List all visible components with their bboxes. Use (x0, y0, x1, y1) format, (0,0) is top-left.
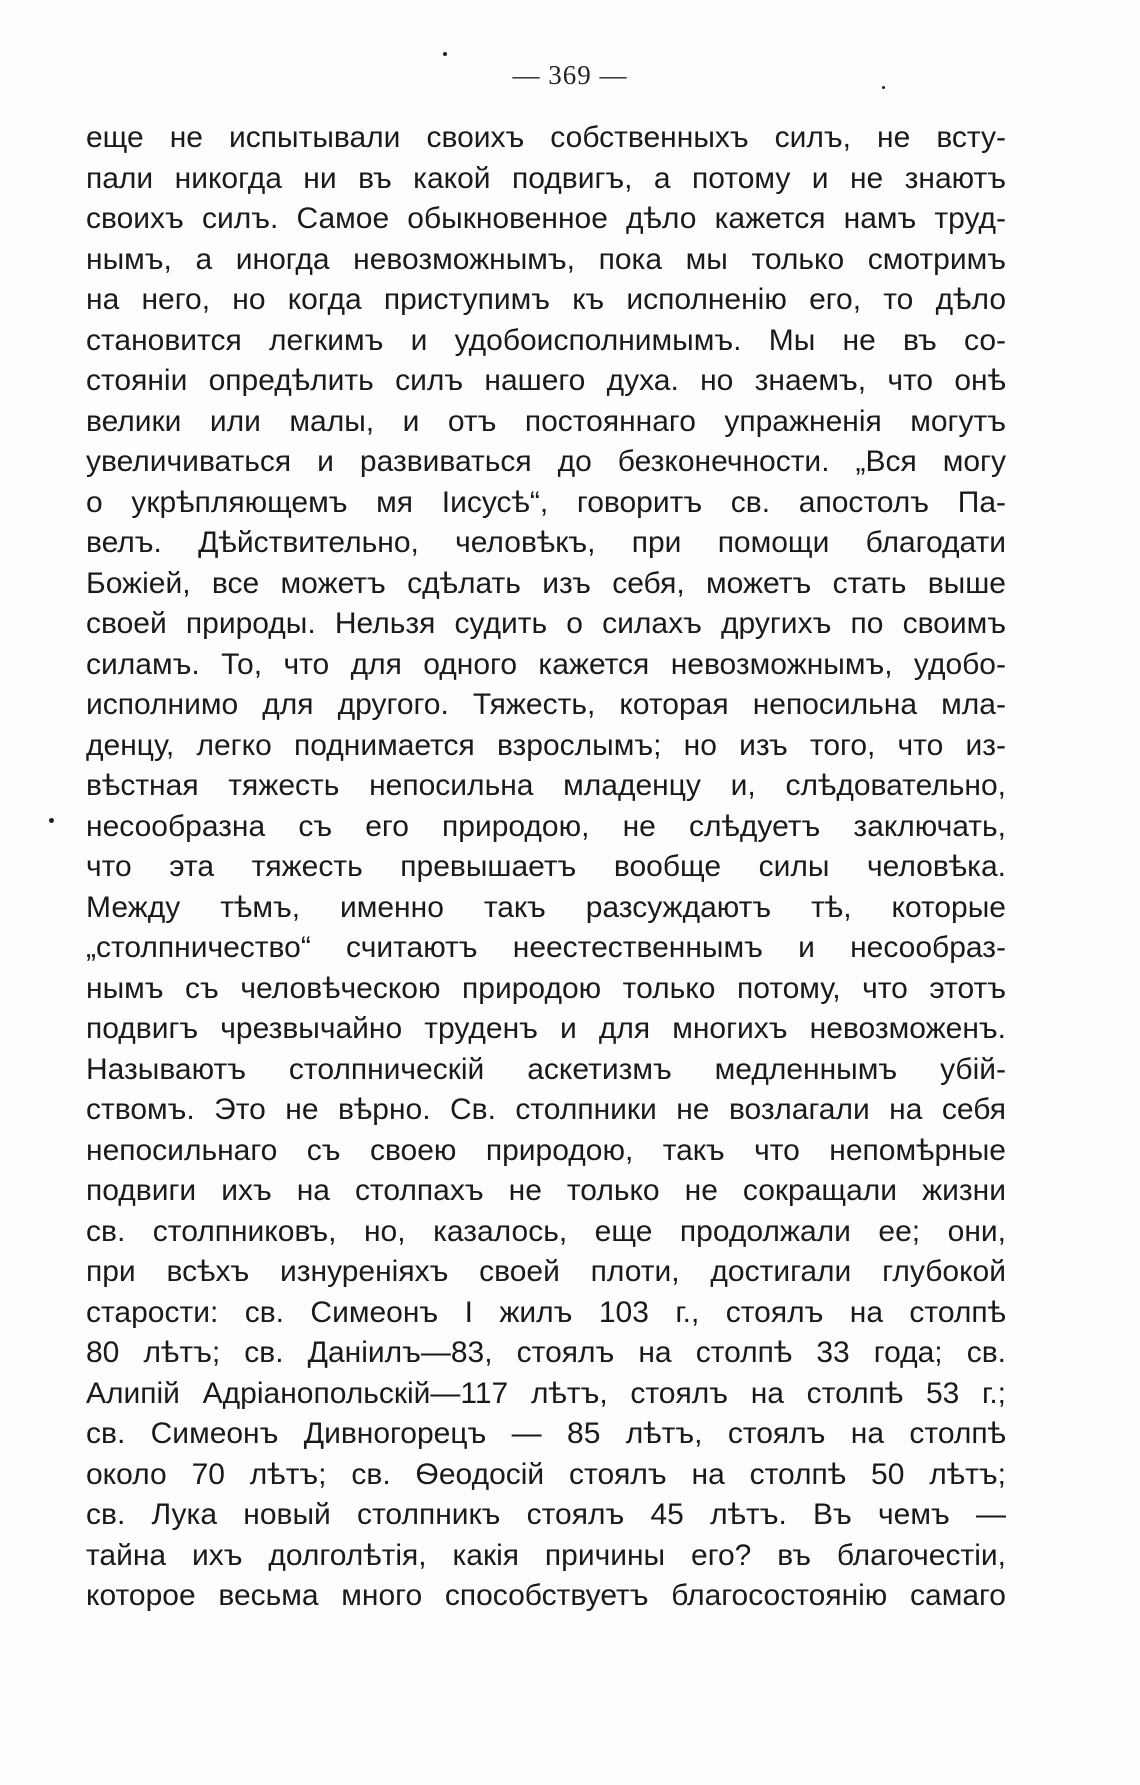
text-line: своей природы. Нельзя судить о силахъ другихъ по своимъ (86, 607, 1006, 640)
text-line: Алипій Адріанопольскій—117 лѣтъ, стоялъ на столпѣ 53 г.; (86, 1376, 1006, 1410)
text-line: на него, но когда приступимъ къ исполненію его, то дѣло (86, 283, 1006, 316)
text-line: 80 лѣтъ; св. Даніилъ—83, стоялъ на столпѣ 33 года; св. (86, 1336, 1006, 1369)
text-line: около 70 лѣтъ; св. Ѳеодосій стоялъ на столпѣ 50 лѣтъ; (86, 1457, 1006, 1491)
text-line: ствомъ. Это не вѣрно. Св. столпники не возлагали на себя (86, 1093, 1006, 1126)
text-line: что эта тяжесть превышаетъ вообще силы человѣка. (86, 850, 1006, 883)
text-line: своихъ силъ. Самое обыкновенное дѣло кажется намъ труд- (86, 202, 1006, 235)
text-line: при всѣхъ изнуреніяхъ своей плоти, достигали глубокой (86, 1255, 1006, 1288)
text-line: Между тѣмъ, именно такъ разсуждаютъ тѣ, которые (86, 890, 1006, 924)
text-line: силамъ. То, что для одного кажется невозможнымъ, удобо- (86, 647, 1006, 681)
text-line: нымъ, а иногда невозможнымъ, пока мы только смотримъ (86, 242, 1006, 276)
text-line: св. Симеонъ Дивногорецъ — 85 лѣтъ, стоялъ на столпѣ (86, 1417, 1006, 1450)
text-line: денцу, легко поднимается взрослымъ; но изъ того, что из- (86, 728, 1006, 762)
text-line: стояніи опредѣлить силъ нашего духа. но знаемъ, что онѣ (86, 364, 1006, 397)
text-line: „столпничество“ считаютъ неестественнымъ и несообраз- (86, 931, 1006, 964)
text-line: увеличиваться и развиваться до безконечности. „Вся могу (86, 445, 1006, 478)
text-line: св. столпниковъ, но, казалось, еще продолжали ее; они, (86, 1214, 1006, 1248)
text-line: еще не испытывали своихъ собственныхъ силъ, не всту- (86, 121, 1006, 154)
text-line: Называютъ столпническій аскетизмъ медленнымъ убій- (86, 1052, 1006, 1086)
text-line: становится легкимъ и удобоисполнимымъ. Мы не въ со- (86, 323, 1006, 357)
text-line: подвиги ихъ на столпахъ не только не сокращали жизни (86, 1174, 1006, 1207)
text-line: которое весьма много способствуетъ благосостоянію самаго (86, 1579, 1006, 1612)
text-line: непосильнаго съ своею природою, такъ что непомѣрные (86, 1133, 1006, 1167)
body-text (86, 118, 1006, 1617)
text-line: несообразна съ его природою, не слѣдуетъ заключать, (86, 809, 1006, 843)
ink-speck (49, 818, 54, 823)
text-line: старости: св. Симеонъ I жилъ 103 г., стоялъ на столпѣ (86, 1295, 1006, 1329)
text-line: велъ. Дѣйствительно, человѣкъ, при помощи благодати (86, 526, 1006, 559)
text-line: исполнимо для другого. Тяжесть, которая непосильна мла- (86, 688, 1006, 721)
text-line: подвигъ чрезвычайно труденъ и для многихъ невозможенъ. (86, 1012, 1006, 1045)
text-line: нымъ съ человѣческою природою только потому, что этотъ (86, 971, 1006, 1005)
text-line: вѣстная тяжесть непосильна младенцу и, слѣдовательно, (86, 769, 1006, 802)
text-line: пали никогда ни въ какой подвигъ, а потому и не знаютъ (86, 161, 1006, 195)
text-line: велики или малы, и отъ постояннаго упражненія могутъ (86, 404, 1006, 438)
text-line: тайна ихъ долголѣтія, какія причины его? въ благочестіи, (86, 1538, 1006, 1572)
text-line: Божіей, все можетъ сдѣлать изъ себя, можетъ стать выше (86, 566, 1006, 600)
ink-speck (443, 52, 447, 56)
text-line: св. Лука новый столпникъ стоялъ 45 лѣтъ. Въ чемъ — (86, 1498, 1006, 1531)
page-number: — 369 — (512, 60, 628, 90)
text-line: о укрѣпляющемъ мя Іисусѣ“, говоритъ св. апостолъ Па- (86, 485, 1006, 519)
